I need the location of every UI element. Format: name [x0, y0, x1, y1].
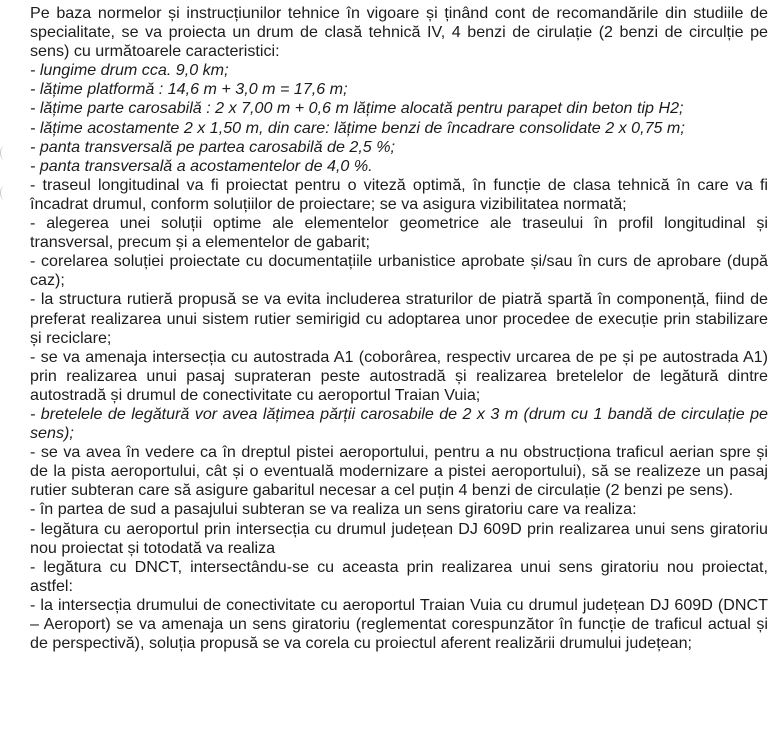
intro-paragraph: Pe baza normelor și instrucțiunilor tehnice în vigoare și ținând cont de recomandările din studiile de specialitate, se va proiecta un drum de clasă tehnică IV, 4 benzi de cirulație (2 benzi de circulție pe sens) cu următoarele caracteristici:	[30, 4, 768, 61]
characteristic-item: - panta transversală a acostamentelor de 4,0 %.	[30, 156, 373, 175]
design-item: - alegerea unei soluții optime ale elementelor geometrice ale traseului în profil longitudinal și transversal, precum și a elementelor de gabarit;	[30, 214, 768, 252]
characteristic-item: - lățime parte carosabilă : 2 x 7,00 m + 0,6 m lățime alocată pentru parapet din beton tip H2;	[30, 99, 684, 118]
characteristic-item: - lățime platformă : 14,6 m + 3,0 m = 17,6 m;	[30, 80, 348, 99]
underpass-paragraph: - se va avea în vedere ca în dreptul pistei aeroportului, pentru a nu obstrucționa traficul aerian spre și de la pista aeroportului, cât și o eventuală modernizare a pistei aeroportului), să se realizeze un pasaj rutier subteran care să asigure gabaritul necesar a cel puțin 4 benzi de circulație (2 benzi pe sens).	[30, 443, 768, 500]
roundabout-intro: - în partea de sud a pasajului subteran se va realiza un sens giratoriu care va realiza:	[30, 500, 637, 519]
roundabout-item: - legătura cu aeroportul prin intersecția cu drumul județean DJ 609D prin realizarea unui sens giratoriu nou proiectat și totodată va realiza	[30, 519, 768, 557]
design-item: - se va amenaja intersecția cu autostrada A1 (coborârea, respectiv urcarea de pe și pe autostrada A1) prin realizarea unui pasaj suprateran peste autostradă și realizarea bretelelor de legătură dintre autostradă și drumul de conectivitate cu aeroportul Traian Vuia;	[30, 347, 768, 404]
ramps-note: - bretelele de legătură vor avea lățimea părții carosabile de 2 x 3 m (drum cu 1 bandă de circulație pe sens);	[30, 404, 768, 443]
characteristic-item: - panta transversală pe partea carosabilă de 2,5 %;	[30, 137, 396, 156]
characteristic-item: - lățime acostamente 2 x 1,50 m, din care: lățime benzi de încadrare consolidate 2 x 0,75 m;	[30, 118, 685, 137]
characteristic-item: - lungime drum cca. 9,0 km;	[30, 61, 229, 80]
scan-margin-mark	[0, 146, 9, 160]
roundabout-item: - la intersecția drumului de conectivitate cu aeroportul Traian Vuia cu drumul județean DJ 609D (DNCT – Aeroport) se va amenaja un sens giratoriu (reglementat corespunzător în funcție de traficul actual și de perspectivă), soluția propusă se va corela cu proiectul aferent realizării drumului județean;	[30, 595, 768, 653]
design-item: - traseul longitudinal va fi proiectat pentru o viteză optimă, în funcție de clasa tehnică în care va fi încadrat drumul, conform soluțiilor de proiectare; se va asigura vizibilitatea normată;	[30, 175, 768, 213]
roundabout-item: - legătura cu DNCT, intersectându-se cu aceasta prin realizarea unui sens giratoriu nou proiectat, astfel:	[30, 557, 768, 595]
design-item: - corelarea soluției proiectate cu documentațiile urbanistice aprobate și/sau în curs de aprobare (după caz);	[30, 252, 768, 290]
design-item: - la structura rutieră propusă se va evita includerea straturilor de piatră spartă în componență, fiind de preferat realizarea unui sistem rutier semirigid cu adoptarea unor procedee de execuție prin stabilizare și reciclare;	[30, 290, 768, 347]
scan-margin-mark	[0, 186, 9, 200]
